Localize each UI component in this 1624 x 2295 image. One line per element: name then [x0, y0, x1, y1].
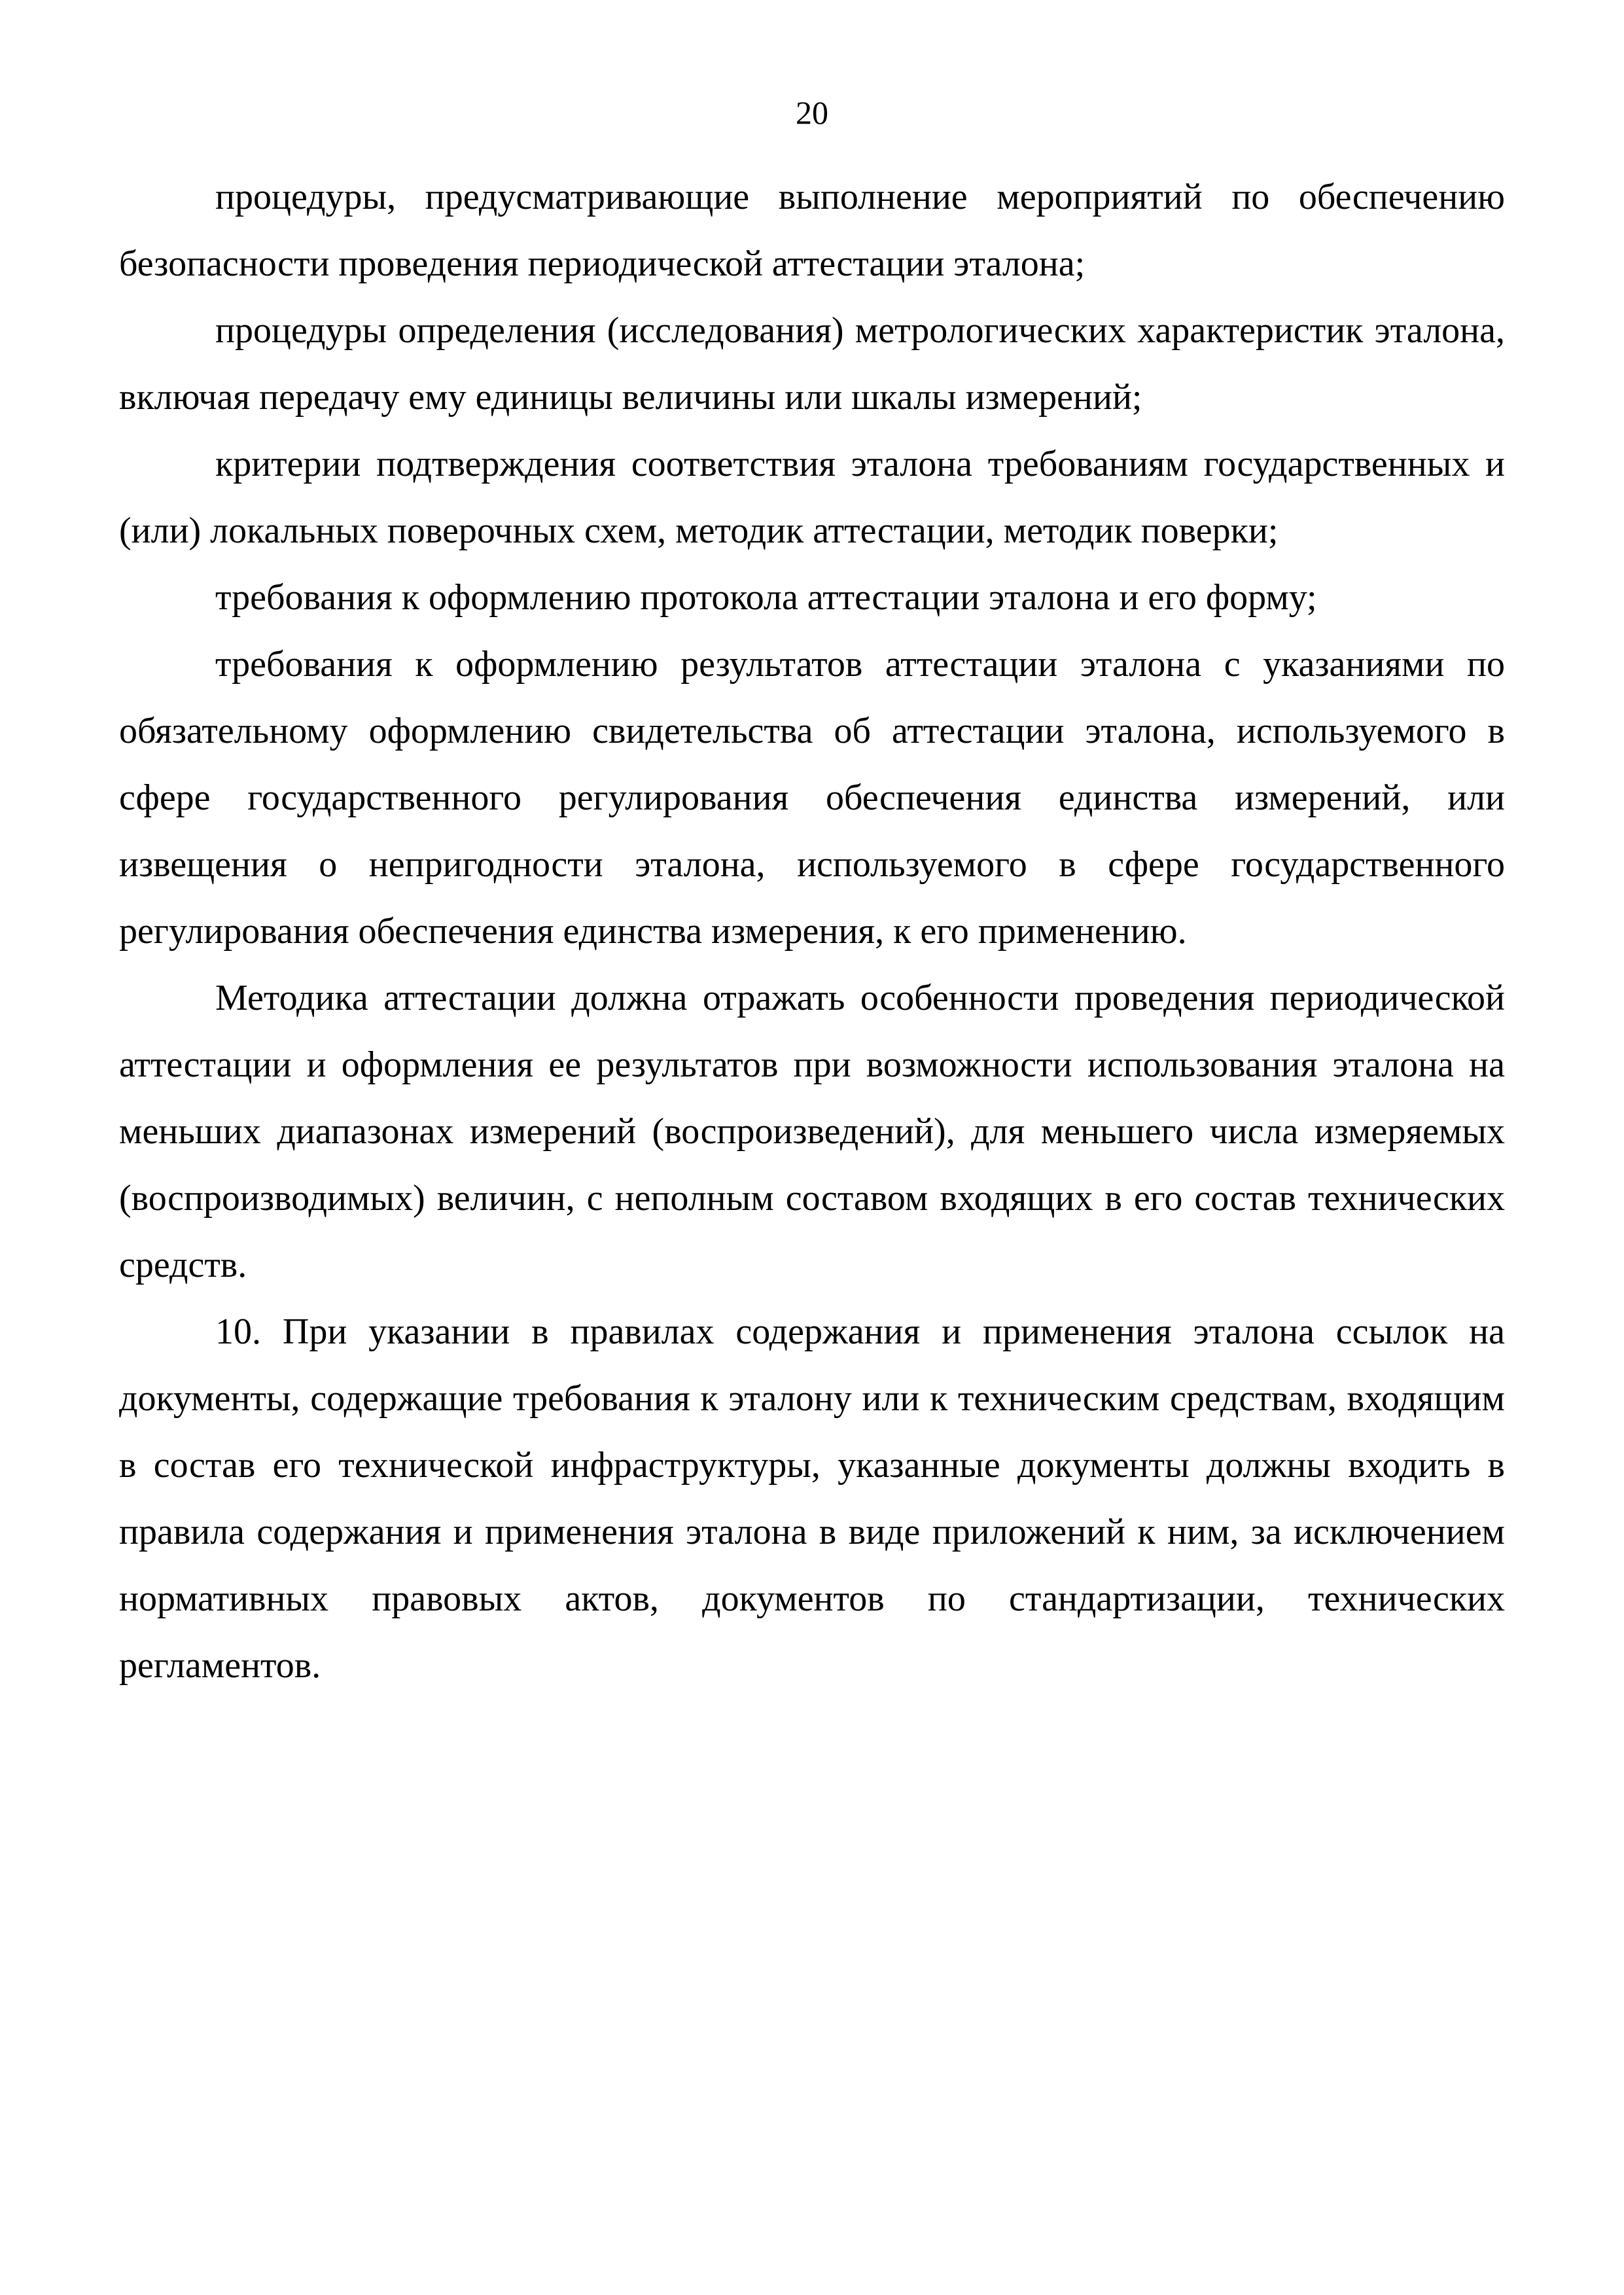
paragraph-results-requirements: требования к оформлению результатов аттестации эталона с указаниями по обязательному оформлению свидетельства об аттестации эталона, используемого в сфере государственного регулирования обеспечения единства измерений, или извещения о непригодности эталона, используемого в сфере государственного регулирования обеспечения единства измерения, к его применению. [119, 644, 1505, 952]
page-number: 20 [796, 94, 828, 131]
paragraph-protocol-requirements: требования к оформлению протокола аттестации эталона и его форму; [215, 577, 1317, 618]
paragraph-metrological-procedures: процедуры определения (исследования) метрологических характеристик эталона, включая передачу ему единицы величины или шкалы измерений; [119, 310, 1505, 418]
paragraph-item-10: 10. При указании в правилах содержания и применения эталона ссылок на документы, содержащие требования к эталону или к техническим средствам, входящим в состав его технической инфраструктуры, указанные документы должны входить в правила содержания и применения эталона в виде приложений к ним, за исключением нормативных правовых актов, документов по стандартизации, технических регламентов. [119, 1311, 1505, 1686]
document-body [119, 164, 1505, 1699]
paragraph-conformity-criteria: критерии подтверждения соответствия эталона требованиям государственных и (или) локальных поверочных схем, методик аттестации, методик поверки; [119, 444, 1505, 551]
paragraph-methodology: Методика аттестации должна отражать особенности проведения периодической аттестации и оформления ее результатов при возможности использования эталона на меньших диапазонах измерений (воспроизведений), для меньшего числа измеряемых (воспроизводимых) величин, с неполным составом входящих в его состав технических средств. [119, 978, 1505, 1285]
paragraph-safety-procedures: процедуры, предусматривающие выполнение мероприятий по обеспечению безопасности проведения периодической аттестации эталона; [119, 177, 1505, 284]
